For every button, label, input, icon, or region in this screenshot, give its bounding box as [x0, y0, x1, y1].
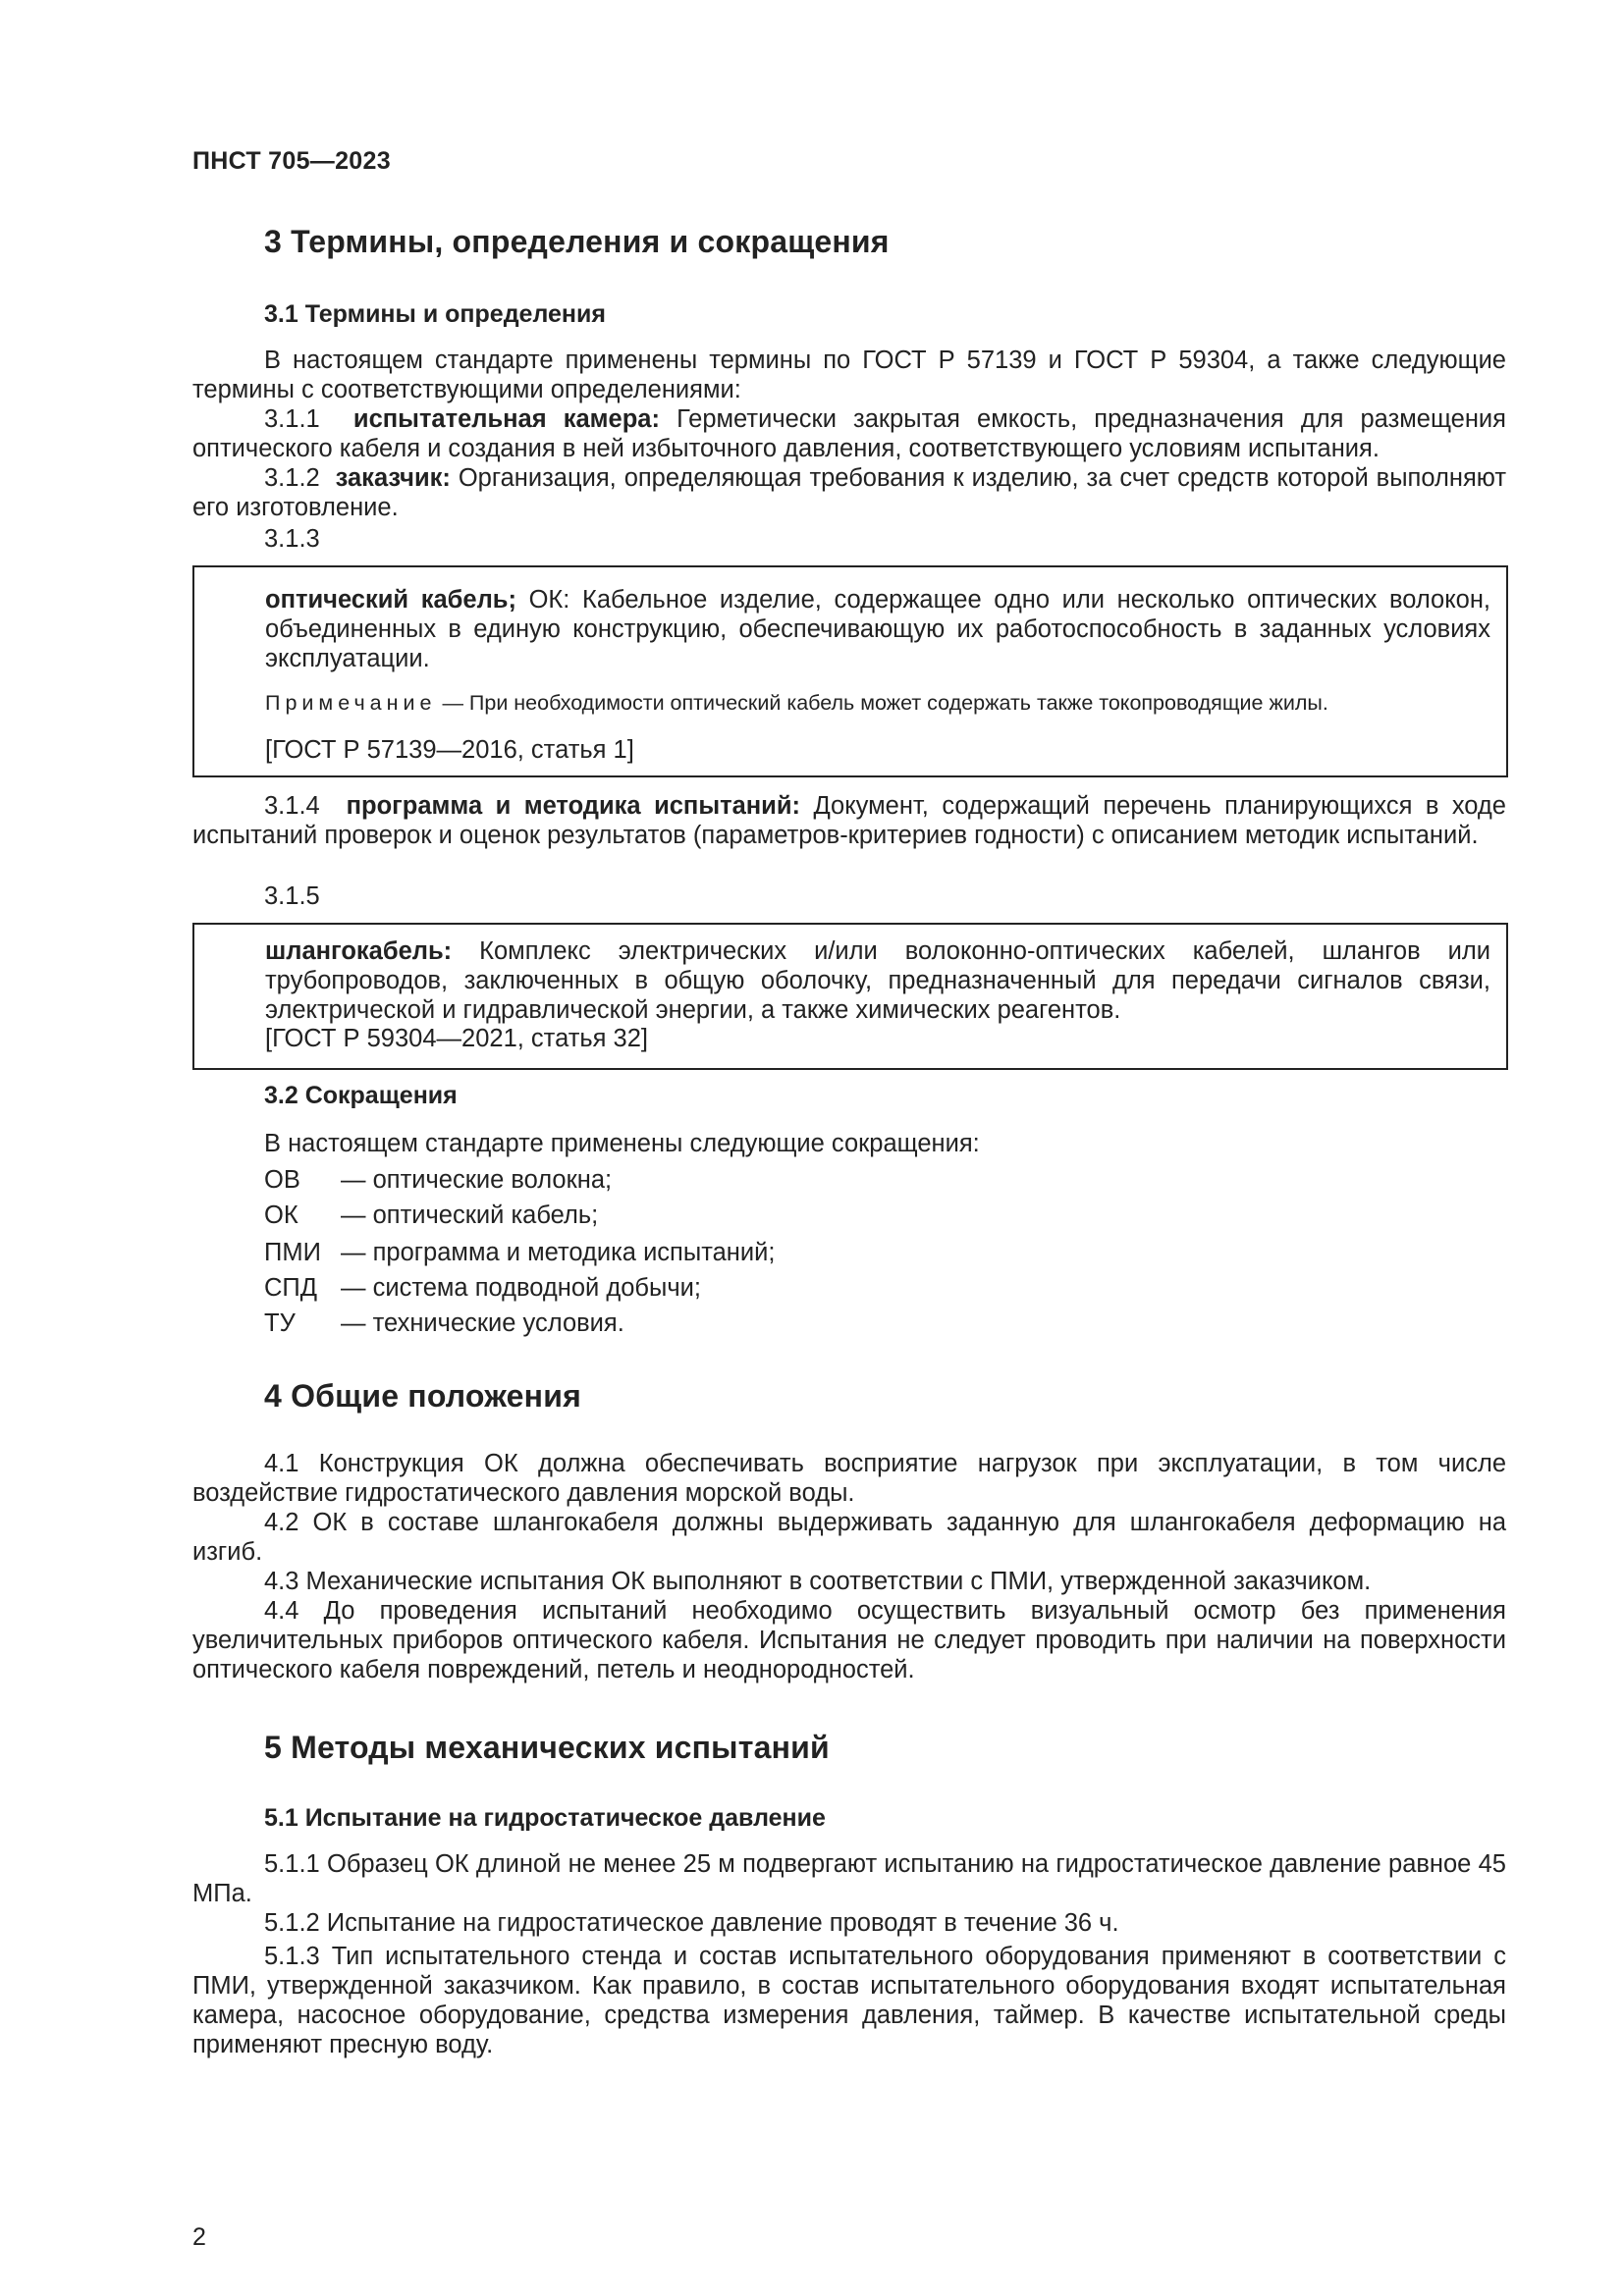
abbreviation-text: — система подводной добычи;	[341, 1274, 701, 1302]
section-4-heading: 4 Общие положения	[264, 1378, 581, 1414]
term-3-1-3-definition	[265, 585, 1490, 673]
term-3-1-3-reference: [ГОСТ Р 57139—2016, статья 1]	[265, 736, 634, 764]
abbreviation-code: СПД	[264, 1274, 318, 1302]
abbreviation-code: ОВ	[264, 1166, 300, 1194]
abbreviation-item	[264, 1274, 701, 1303]
abbreviation-item	[264, 1201, 598, 1230]
term-name: шлангокабель:	[265, 937, 453, 965]
term-number: 3.1.2	[264, 464, 320, 492]
paragraph-5-1-3: 5.1.3 Тип испытательного стенда и состав испытательного оборудования применяют в соответствии с ПМИ, утвержденной заказчиком. Как правило, в состав испытательного оборудования входят испытательная камера, насосное оборудование, средства измерения давления, таймер. В качестве испытательной среды применяют пресную воду.	[192, 1943, 1506, 2058]
abbreviation-item	[264, 1239, 775, 1267]
subsection-5-1-heading: 5.1 Испытание на гидростатическое давление	[264, 1804, 826, 1832]
term-number: 3.1.1	[264, 405, 320, 433]
term-definition: Комплекс электрических и/или волоконно-оптических кабелей, шлангов или трубопроводов, заключенных в общую оболочку, предназначенный для передачи сигналов связи, электрической и гидравлической энергии, а также химических реагентов.	[265, 937, 1490, 1024]
term-3-1-5-definition	[265, 936, 1490, 1025]
paragraph-4-1: 4.1 Конструкция ОК должна обеспечивать восприятие нагрузок при эксплуатации, в том числе воздействие гидростатического давления морской воды.	[192, 1450, 1506, 1507]
term-3-1-3-number: 3.1.3	[264, 525, 320, 553]
term-name: заказчик:	[335, 464, 451, 492]
abbreviation-code: ПМИ	[264, 1239, 321, 1266]
term-name: программа и методика испытаний:	[346, 792, 801, 820]
section-5-heading: 5 Методы механических испытаний	[264, 1730, 830, 1765]
abbreviation-code: ОК	[264, 1201, 298, 1229]
term-3-1-5-number: 3.1.5	[264, 882, 320, 910]
paragraph-4-3: 4.3 Механические испытания ОК выполняют в соответствии с ПМИ, утвержденной заказчиком.	[264, 1568, 1372, 1595]
document-code: ПНСТ 705—2023	[192, 147, 391, 175]
term-3-1-3-note	[265, 691, 1328, 716]
note-label: Примечание	[265, 691, 437, 715]
term-definition: Герметически закрытая емкость, предназначения для размещения оптического кабеля и создания в ней избыточного давления, соответствующего условиям испытания.	[192, 405, 1506, 462]
section-3-intro: В настоящем стандарте применены термины по ГОСТ Р 57139 и ГОСТ Р 59304, а также следующие термины с соответствующими определениями:	[192, 347, 1506, 403]
abbreviation-code: ТУ	[264, 1309, 296, 1337]
abbreviation-text: — технические условия.	[341, 1309, 624, 1337]
abbreviation-item	[264, 1166, 612, 1195]
term-3-1-4	[192, 791, 1506, 850]
paragraph-5-1-2: 5.1.2 Испытание на гидростатическое давление проводят в течение 36 ч.	[264, 1909, 1119, 1937]
term-3-1-2	[192, 463, 1506, 522]
section-3-heading: 3 Термины, определения и сокращения	[264, 224, 890, 259]
term-definition: Документ, содержащий перечень планирующихся в ходе испытаний проверок и оценок результатов (параметров-критериев годности) с описанием методик испытаний.	[192, 792, 1506, 849]
abbreviation-text: — программа и методика испытаний;	[341, 1239, 776, 1266]
page-number: 2	[192, 2223, 206, 2251]
paragraph-5-1-1: 5.1.1 Образец ОК длиной не менее 25 м подвергают испытанию на гидростатическое давление равное 45 МПа.	[192, 1850, 1506, 1907]
abbreviation-text: — оптический кабель;	[341, 1201, 599, 1229]
term-name: испытательная камера:	[352, 405, 660, 433]
term-3-1-5-box	[192, 923, 1508, 1070]
term-name: оптический кабель;	[265, 586, 516, 614]
abbreviation-item	[264, 1309, 624, 1338]
abbreviation-text: — оптические волокна;	[341, 1166, 613, 1194]
term-3-1-3-box	[192, 565, 1508, 777]
term-definition: ОК: Кабельное изделие, содержащее одно или несколько оптических волокон, объединенных в единую конструкцию, обеспечивающую их работоспособность в заданных условиях эксплуатации.	[265, 586, 1491, 672]
note-text: — При необходимости оптический кабель может содержать также токопроводящие жилы.	[442, 691, 1328, 715]
term-3-1-5-reference: [ГОСТ Р 59304—2021, статья 32]	[265, 1025, 648, 1052]
term-3-1-1	[192, 404, 1506, 463]
paragraph-4-2: 4.2 ОК в составе шлангокабеля должны выдерживать заданную для шлангокабеля деформацию на изгиб.	[192, 1509, 1506, 1566]
subsection-3-2-heading: 3.2 Сокращения	[264, 1082, 458, 1109]
term-number: 3.1.4	[264, 792, 320, 820]
term-definition: Организация, определяющая требования к изделию, за счет средств которой выполняют его изготовление.	[192, 464, 1506, 521]
subsection-3-1-heading: 3.1 Термины и определения	[264, 300, 606, 328]
paragraph-4-4: 4.4 До проведения испытаний необходимо осуществить визуальный осмотр без применения увеличительных приборов оптического кабеля. Испытания не следует проводить при наличии на поверхности оптического кабеля повреждений, петель и неоднородностей.	[192, 1597, 1506, 1683]
abbreviations-intro: В настоящем стандарте применены следующие сокращения:	[264, 1130, 980, 1157]
